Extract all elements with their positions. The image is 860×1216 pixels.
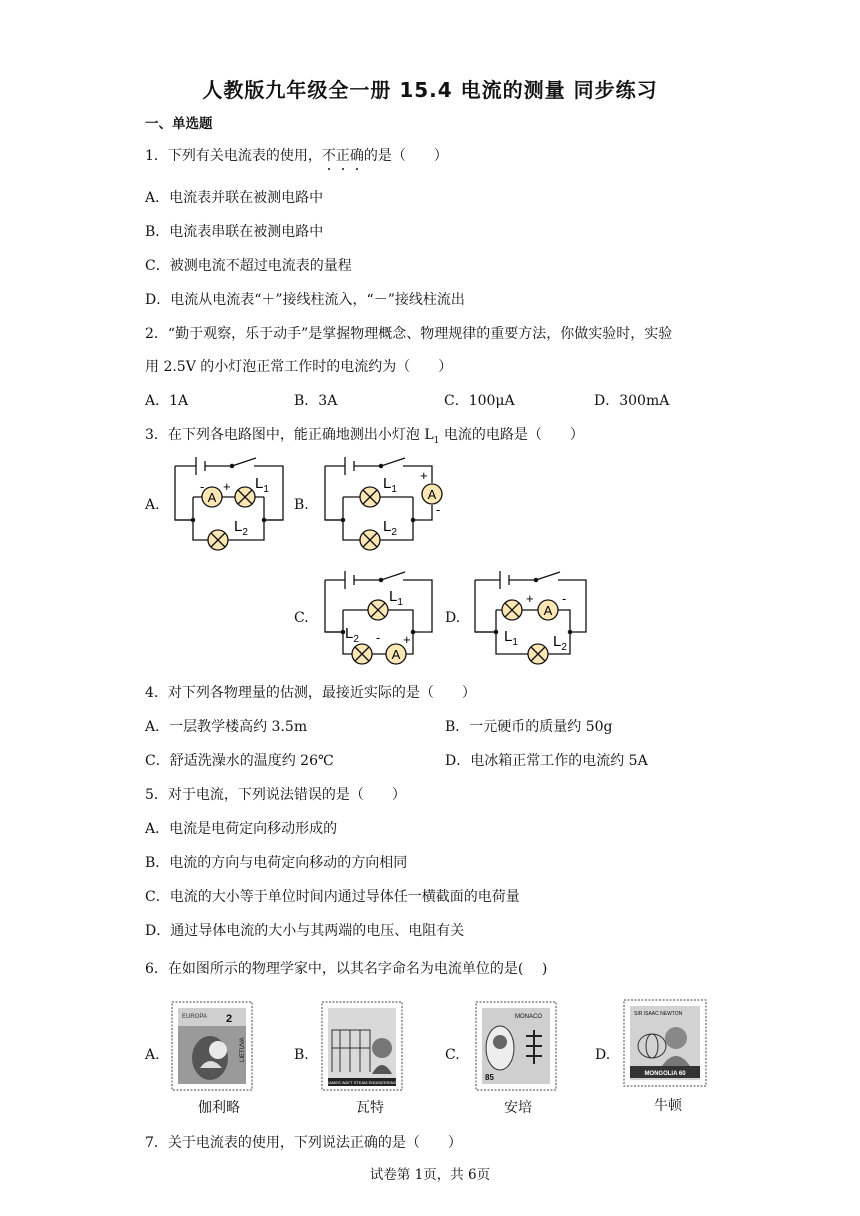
minus-sign: - — [436, 502, 441, 517]
lamp-label-l1: $L_1$ — [389, 588, 403, 608]
stamp-watt — [322, 1002, 402, 1090]
lamp-label-l1: $L_1$ — [504, 628, 518, 648]
plus-sign: + — [420, 468, 428, 483]
stamp-galileo — [172, 1002, 252, 1090]
ammeter-label: A — [427, 487, 437, 502]
q4-option-a[interactable]: A．一层教学楼高约 3.5m — [145, 719, 308, 735]
question-7-stem: 7．关于电流表的使用，下列说法正确的是（ ） — [145, 1135, 462, 1151]
q6-option-c[interactable]: C. — [445, 1047, 460, 1063]
q1-emph-char: 不 — [321, 148, 336, 164]
minus-sign: - — [200, 479, 205, 494]
q3-option-b[interactable]: B. — [294, 497, 309, 513]
q3-option-a[interactable]: A. — [145, 497, 160, 513]
stamp-d-text: SIR ISAAC NEWTON — [634, 1011, 683, 1017]
q1-option-c[interactable]: C．被测电流不超过电流表的量程 — [145, 258, 352, 274]
plus-sign: + — [223, 479, 231, 494]
lamp-label-l2: $L_2$ — [234, 518, 248, 538]
caption-watt: 瓦特 — [356, 1100, 384, 1116]
lamp-label-l2: $L_2$ — [553, 633, 567, 653]
stamp-d-country: MONGOLIA 60 — [644, 1071, 686, 1077]
q5-option-c[interactable]: C．电流的大小等于单位时间内通过导体任一横截面的电荷量 — [145, 889, 520, 905]
q1-option-d[interactable]: D．电流从电流表“＋”接线柱流入，“－”接线柱流出 — [145, 292, 465, 308]
stamp-b-text: JAMES WATT STEAM ENGINEERING — [327, 1080, 397, 1085]
plus-sign: + — [403, 632, 411, 647]
stamp-a-country: LIETUVA — [240, 1037, 246, 1062]
q4-option-b[interactable]: B．一元硬币的质量约 50g — [445, 719, 613, 735]
page-footer: 试卷第 1页，共 6页 — [369, 1167, 491, 1183]
question-5-stem: 5．对于电流，下列说法错误的是（ ） — [145, 787, 406, 803]
q3-option-c[interactable]: C. — [294, 610, 309, 626]
q1-stem-pre: 1．下列有关电流表的使用， — [145, 148, 322, 164]
stamp-ampere — [476, 1002, 556, 1090]
ammeter-label: A — [543, 603, 553, 618]
lamp-label-l1: $L_1$ — [255, 475, 269, 495]
question-2-stem-line1: 2．“勤于观察，乐于动手”是掌握物理概念、物理规律的重要方法，你做实验时，实验 — [145, 326, 673, 342]
page-title: 人教版九年级全一册 15.4 电流的测量 同步练习 — [202, 78, 658, 102]
q3-option-d[interactable]: D. — [445, 610, 461, 626]
q5-option-a[interactable]: A．电流是电荷定向移动形成的 — [145, 821, 338, 837]
q1-emph-char: 正 — [335, 148, 350, 164]
q2-option-b[interactable]: B．3A — [294, 393, 338, 409]
q3-stem-pre: 3．在下列各电路图中，能正确地测出小灯泡 L — [145, 427, 434, 443]
caption-ampere: 安培 — [504, 1100, 532, 1116]
stamp-newton — [624, 1000, 706, 1086]
question-2-stem-line2: 用 2.5V 的小灯泡正常工作时的电流约为（ ） — [145, 359, 453, 375]
q4-option-d[interactable]: D．电冰箱正常工作的电流约 5A — [445, 753, 648, 769]
ammeter-label: A — [391, 647, 401, 662]
q5-option-b[interactable]: B．电流的方向与电荷定向移动的方向相同 — [145, 855, 408, 871]
q4-option-c[interactable]: C．舒适洗澡水的温度约 26℃ — [145, 753, 334, 769]
stamp-a-text: EUROPA — [182, 1014, 207, 1020]
question-6-stem: 6．在如图所示的物理学家中，以其名字命名为电流单位的是( ) — [145, 961, 548, 977]
lamp-label-l2: $L_2$ — [345, 625, 359, 645]
q2-option-a[interactable]: A．1A — [145, 393, 189, 409]
q6-option-b[interactable]: B. — [294, 1047, 309, 1063]
q1-option-a[interactable]: A．电流表并联在被测电路中 — [145, 190, 324, 206]
q3-stem-post: 电流的电路是（ ） — [439, 427, 584, 443]
q6-option-d[interactable]: D. — [595, 1047, 611, 1063]
lamp-label-l1: $L_1$ — [383, 475, 397, 495]
plus-sign: + — [526, 591, 534, 606]
q6-option-a[interactable]: A. — [145, 1047, 160, 1063]
q1-stem-post: 的是（ ） — [363, 148, 448, 164]
caption-galileo: 伽利略 — [198, 1100, 240, 1116]
minus-sign: - — [562, 591, 567, 606]
q1-option-b[interactable]: B．电流表串联在被测电路中 — [145, 224, 324, 240]
stamp-c-value: 85 — [485, 1073, 494, 1082]
q1-emph-char: 确 — [349, 148, 364, 164]
ammeter-label: A — [207, 490, 217, 505]
q5-option-d[interactable]: D．通过导体电流的大小与其两端的电压、电阻有关 — [145, 923, 465, 939]
stamp-c-text: MONACO — [515, 1014, 542, 1020]
question-4-stem: 4．对下列各物理量的估测，最接近实际的是（ ） — [145, 685, 476, 701]
lamp-label-l2: $L_2$ — [383, 518, 397, 538]
section-heading: 一、单选题 — [145, 116, 213, 132]
stamp-a-value: 2 — [226, 1013, 233, 1025]
q3-stem-sub: 1 — [433, 435, 440, 446]
caption-newton: 牛顿 — [654, 1098, 682, 1114]
q2-option-c[interactable]: C．100μA — [444, 393, 515, 409]
q2-option-d[interactable]: D．300mA — [594, 393, 670, 409]
minus-sign: - — [376, 630, 381, 645]
